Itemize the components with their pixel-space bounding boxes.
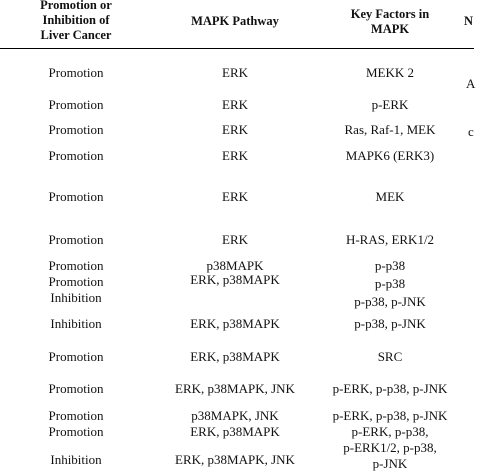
row-effect: Inhibition bbox=[50, 316, 102, 331]
header-effect-line2: Inhibition of bbox=[42, 13, 110, 27]
row-effect: Promotion bbox=[48, 349, 104, 364]
row-factors: p-p38, p-JNK bbox=[354, 294, 426, 309]
row-pathway: ERK, p38MAPK bbox=[190, 349, 280, 364]
row-effect: Promotion bbox=[48, 97, 104, 112]
row-effect: Promotion bbox=[48, 65, 104, 80]
header-effect-line1: Promotion or bbox=[40, 0, 112, 12]
row-pathway: ERK bbox=[222, 232, 248, 247]
row-effect: Promotion bbox=[48, 408, 104, 423]
partial-cell: A bbox=[466, 76, 476, 91]
header-rule bbox=[0, 48, 474, 49]
row-factors: p-p38, p-JNK bbox=[354, 316, 426, 331]
header-factors bbox=[318, 7, 462, 37]
row-effect: Promotion bbox=[48, 148, 104, 163]
row-factors: p-JNK bbox=[372, 456, 408, 471]
row-effect: Promotion bbox=[48, 122, 104, 137]
row-factors: H-RAS, ERK1/2 bbox=[345, 232, 435, 247]
row-effect: Promotion bbox=[48, 274, 104, 289]
row-factors: Ras, Raf-1, MEK bbox=[344, 122, 436, 137]
row-factors: p-ERK, p-p38, bbox=[351, 424, 429, 439]
row-effect: Promotion bbox=[48, 258, 104, 273]
header-pathway: MAPK Pathway bbox=[191, 14, 279, 28]
header-partial: N bbox=[464, 14, 474, 28]
row-effect: Promotion bbox=[48, 381, 104, 396]
row-pathway: p38MAPK bbox=[206, 258, 264, 273]
partial-cell: c bbox=[468, 124, 474, 139]
row-factors: MEKK 2 bbox=[365, 65, 415, 80]
row-factors: MAPK6 (ERK3) bbox=[345, 148, 435, 163]
row-pathway: ERK bbox=[222, 65, 248, 80]
header-factors-line1: Key Factors in bbox=[350, 7, 430, 21]
row-pathway: ERK, p38MAPK bbox=[190, 272, 280, 287]
row-factors: MEK bbox=[375, 189, 405, 204]
row-pathway: ERK, p38MAPK bbox=[190, 316, 280, 331]
row-pathway: ERK bbox=[222, 148, 248, 163]
header-factors-line2: MAPK bbox=[370, 22, 410, 36]
row-pathway: ERK, p38MAPK bbox=[190, 424, 280, 439]
row-factors: SRC bbox=[377, 349, 403, 364]
row-factors: p-ERK, p-p38, p-JNK bbox=[332, 381, 448, 396]
row-pathway: p38MAPK, JNK bbox=[191, 408, 279, 423]
row-effect: Inhibition bbox=[50, 290, 102, 305]
row-factors: p-ERK bbox=[371, 97, 409, 112]
row-factors: p-p38 bbox=[374, 258, 406, 273]
row-factors: p-p38 bbox=[374, 276, 406, 291]
row-pathway: ERK bbox=[222, 189, 248, 204]
row-effect: Promotion bbox=[48, 424, 104, 439]
row-factors: p-ERK1/2, p-p38, bbox=[343, 440, 437, 455]
row-pathway: ERK, p38MAPK, JNK bbox=[175, 381, 295, 396]
row-effect: Promotion bbox=[48, 189, 104, 204]
row-factors: p-ERK, p-p38, p-JNK bbox=[332, 408, 448, 423]
header-effect-line3: Liver Cancer bbox=[40, 28, 112, 42]
row-pathway: ERK bbox=[222, 122, 248, 137]
header-effect bbox=[0, 0, 152, 43]
row-effect: Promotion bbox=[48, 232, 104, 247]
row-effect: Inhibition bbox=[50, 452, 102, 467]
row-pathway: ERK bbox=[222, 97, 248, 112]
row-pathway: ERK, p38MAPK, JNK bbox=[175, 452, 295, 467]
